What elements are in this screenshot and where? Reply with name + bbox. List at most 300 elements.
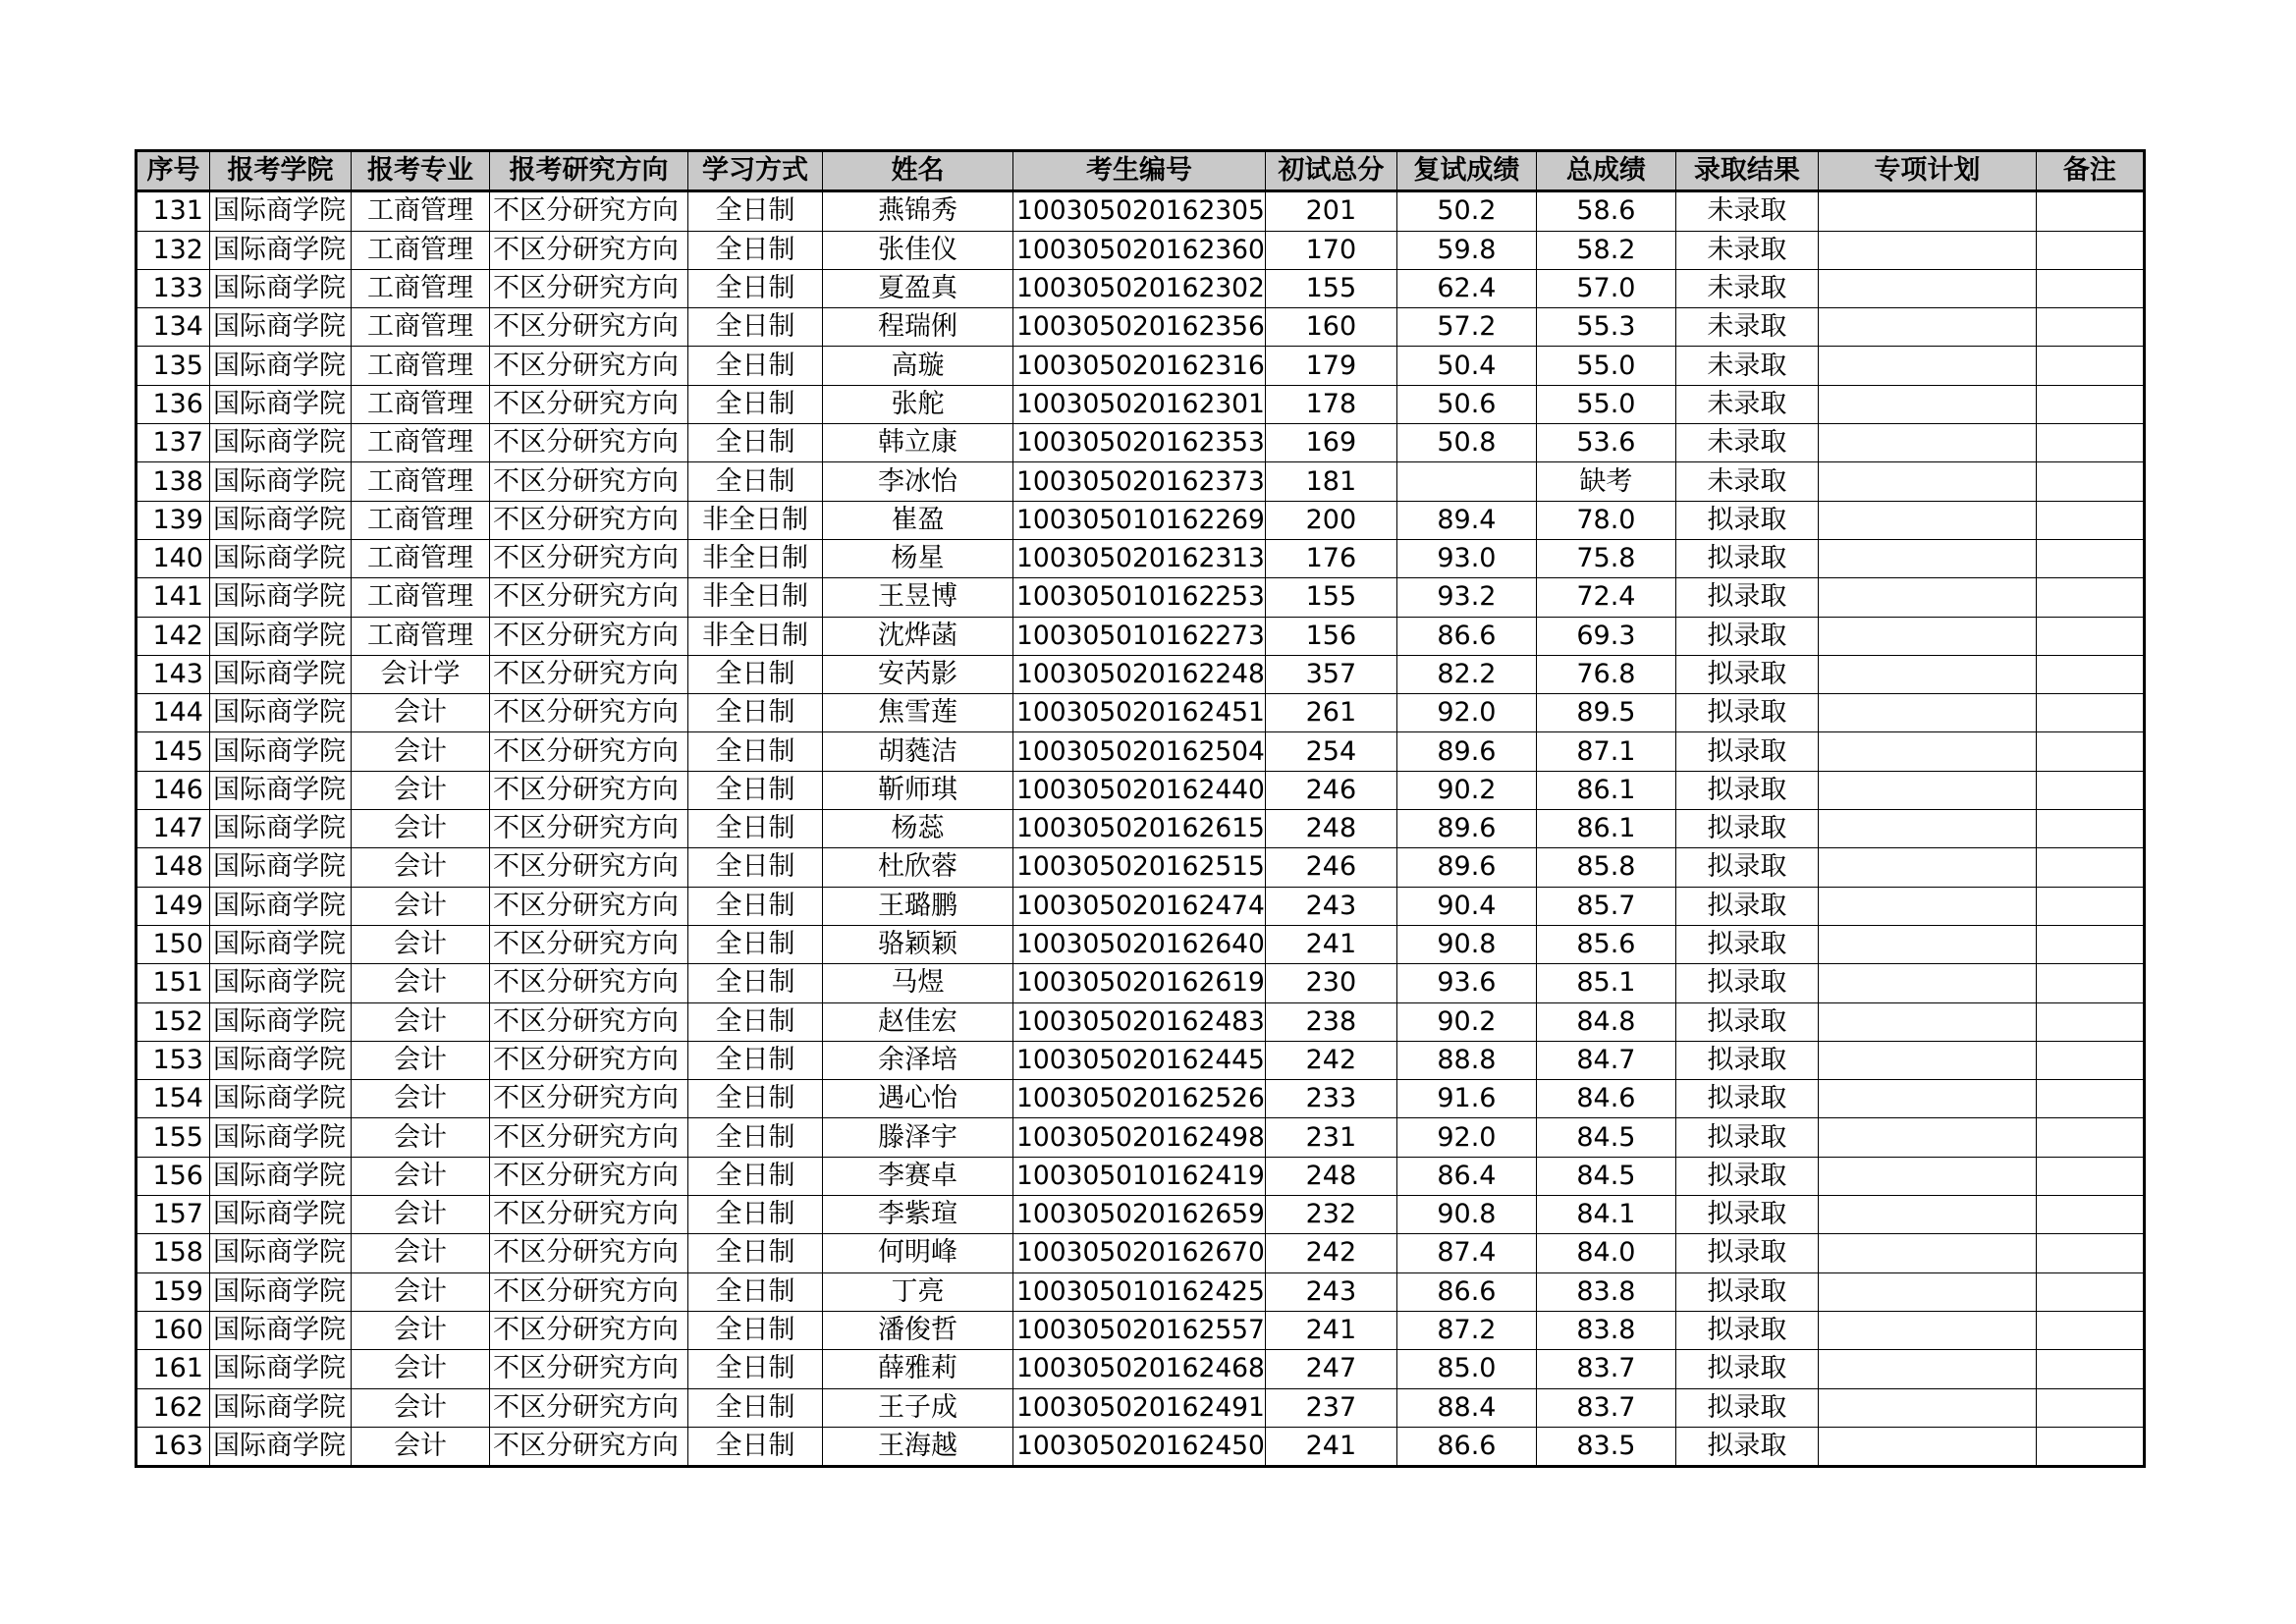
cell-exam-id: 100305020162440 bbox=[1013, 771, 1266, 809]
table-row bbox=[137, 732, 2145, 771]
cell-major: 工商管理 bbox=[352, 269, 490, 307]
cell-total-score: 85.6 bbox=[1536, 925, 1675, 963]
cell-seq: 132 bbox=[137, 231, 210, 269]
cell-seq: 162 bbox=[137, 1388, 210, 1427]
cell-name: 薛雅莉 bbox=[823, 1350, 1013, 1388]
cell-major: 会计 bbox=[352, 848, 490, 887]
cell-remarks bbox=[2036, 694, 2144, 732]
header-name: 姓名 bbox=[823, 151, 1013, 191]
cell-remarks bbox=[2036, 655, 2144, 693]
cell-study-mode: 全日制 bbox=[688, 1080, 823, 1118]
table-row bbox=[137, 424, 2145, 462]
cell-study-mode: 非全日制 bbox=[688, 539, 823, 577]
cell-retest-score: 62.4 bbox=[1396, 269, 1536, 307]
cell-retest-score: 50.4 bbox=[1396, 347, 1536, 385]
cell-seq: 152 bbox=[137, 1002, 210, 1041]
cell-special-plan bbox=[1818, 1311, 2036, 1349]
cell-exam-id: 100305020162305 bbox=[1013, 191, 1266, 231]
cell-retest-score: 89.6 bbox=[1396, 732, 1536, 771]
header-seq: 序号 bbox=[137, 151, 210, 191]
cell-total-score: 85.1 bbox=[1536, 964, 1675, 1002]
cell-college: 国际商学院 bbox=[210, 1157, 352, 1195]
cell-research-direction: 不区分研究方向 bbox=[490, 887, 688, 925]
cell-initial-score: 178 bbox=[1265, 385, 1396, 423]
cell-initial-score: 243 bbox=[1265, 1272, 1396, 1311]
header-row bbox=[137, 151, 2145, 191]
cell-initial-score: 254 bbox=[1265, 732, 1396, 771]
cell-exam-id: 100305010162419 bbox=[1013, 1157, 1266, 1195]
cell-total-score: 83.7 bbox=[1536, 1350, 1675, 1388]
cell-seq: 133 bbox=[137, 269, 210, 307]
cell-total-score: 84.1 bbox=[1536, 1196, 1675, 1234]
cell-admission-result: 未录取 bbox=[1675, 191, 1818, 231]
cell-admission-result: 未录取 bbox=[1675, 231, 1818, 269]
cell-exam-id: 100305020162615 bbox=[1013, 810, 1266, 848]
cell-initial-score: 243 bbox=[1265, 887, 1396, 925]
cell-name: 何明峰 bbox=[823, 1234, 1013, 1272]
cell-study-mode: 全日制 bbox=[688, 887, 823, 925]
cell-research-direction: 不区分研究方向 bbox=[490, 1002, 688, 1041]
cell-initial-score: 237 bbox=[1265, 1388, 1396, 1427]
cell-special-plan bbox=[1818, 462, 2036, 501]
cell-study-mode: 全日制 bbox=[688, 462, 823, 501]
cell-name: 赵佳宏 bbox=[823, 1002, 1013, 1041]
header-special-plan: 专项计划 bbox=[1818, 151, 2036, 191]
cell-college: 国际商学院 bbox=[210, 964, 352, 1002]
cell-retest-score: 86.6 bbox=[1396, 617, 1536, 655]
table-row bbox=[137, 501, 2145, 539]
table-row bbox=[137, 1388, 2145, 1427]
cell-special-plan bbox=[1818, 964, 2036, 1002]
cell-exam-id: 100305020162450 bbox=[1013, 1427, 1266, 1466]
table-row bbox=[137, 1041, 2145, 1079]
cell-study-mode: 全日制 bbox=[688, 1041, 823, 1079]
cell-retest-score: 90.4 bbox=[1396, 887, 1536, 925]
cell-retest-score bbox=[1396, 462, 1536, 501]
table-row bbox=[137, 617, 2145, 655]
cell-exam-id: 100305020162451 bbox=[1013, 694, 1266, 732]
cell-college: 国际商学院 bbox=[210, 694, 352, 732]
cell-research-direction: 不区分研究方向 bbox=[490, 308, 688, 347]
cell-research-direction: 不区分研究方向 bbox=[490, 617, 688, 655]
cell-seq: 160 bbox=[137, 1311, 210, 1349]
cell-special-plan bbox=[1818, 539, 2036, 577]
cell-retest-score: 91.6 bbox=[1396, 1080, 1536, 1118]
cell-study-mode: 全日制 bbox=[688, 308, 823, 347]
cell-research-direction: 不区分研究方向 bbox=[490, 1118, 688, 1157]
cell-study-mode: 全日制 bbox=[688, 1350, 823, 1388]
cell-retest-score: 93.2 bbox=[1396, 578, 1536, 617]
cell-special-plan bbox=[1818, 1118, 2036, 1157]
cell-special-plan bbox=[1818, 1080, 2036, 1118]
table-row bbox=[137, 1080, 2145, 1118]
table-row bbox=[137, 231, 2145, 269]
cell-admission-result: 拟录取 bbox=[1675, 1080, 1818, 1118]
cell-admission-result: 拟录取 bbox=[1675, 578, 1818, 617]
cell-study-mode: 全日制 bbox=[688, 655, 823, 693]
cell-special-plan bbox=[1818, 1041, 2036, 1079]
cell-remarks bbox=[2036, 810, 2144, 848]
cell-research-direction: 不区分研究方向 bbox=[490, 424, 688, 462]
cell-major: 会计 bbox=[352, 1427, 490, 1466]
cell-remarks bbox=[2036, 964, 2144, 1002]
cell-seq: 155 bbox=[137, 1118, 210, 1157]
table-row bbox=[137, 539, 2145, 577]
table-row bbox=[137, 462, 2145, 501]
cell-retest-score: 93.0 bbox=[1396, 539, 1536, 577]
cell-retest-score: 86.6 bbox=[1396, 1427, 1536, 1466]
cell-exam-id: 100305020162302 bbox=[1013, 269, 1266, 307]
cell-exam-id: 100305010162273 bbox=[1013, 617, 1266, 655]
cell-initial-score: 246 bbox=[1265, 848, 1396, 887]
cell-initial-score: 155 bbox=[1265, 269, 1396, 307]
cell-seq: 150 bbox=[137, 925, 210, 963]
cell-study-mode: 非全日制 bbox=[688, 578, 823, 617]
cell-major: 会计 bbox=[352, 1388, 490, 1427]
cell-research-direction: 不区分研究方向 bbox=[490, 1311, 688, 1349]
cell-name: 余泽培 bbox=[823, 1041, 1013, 1079]
cell-major: 工商管理 bbox=[352, 347, 490, 385]
cell-major: 会计 bbox=[352, 964, 490, 1002]
cell-special-plan bbox=[1818, 424, 2036, 462]
header-exam-id: 考生编号 bbox=[1013, 151, 1266, 191]
cell-major: 会计 bbox=[352, 1196, 490, 1234]
cell-seq: 137 bbox=[137, 424, 210, 462]
cell-total-score: 78.0 bbox=[1536, 501, 1675, 539]
cell-initial-score: 357 bbox=[1265, 655, 1396, 693]
cell-remarks bbox=[2036, 1427, 2144, 1466]
table-row bbox=[137, 347, 2145, 385]
cell-major: 工商管理 bbox=[352, 308, 490, 347]
table-row bbox=[137, 655, 2145, 693]
cell-retest-score: 89.6 bbox=[1396, 810, 1536, 848]
cell-special-plan bbox=[1818, 1427, 2036, 1466]
cell-major: 工商管理 bbox=[352, 501, 490, 539]
cell-admission-result: 拟录取 bbox=[1675, 539, 1818, 577]
cell-admission-result: 拟录取 bbox=[1675, 925, 1818, 963]
cell-remarks bbox=[2036, 1196, 2144, 1234]
cell-total-score: 84.6 bbox=[1536, 1080, 1675, 1118]
cell-major: 会计 bbox=[352, 887, 490, 925]
cell-total-score: 86.1 bbox=[1536, 810, 1675, 848]
cell-major: 工商管理 bbox=[352, 539, 490, 577]
cell-admission-result: 拟录取 bbox=[1675, 694, 1818, 732]
cell-name: 王昱博 bbox=[823, 578, 1013, 617]
header-remarks: 备注 bbox=[2036, 151, 2144, 191]
cell-research-direction: 不区分研究方向 bbox=[490, 810, 688, 848]
table-row bbox=[137, 1311, 2145, 1349]
cell-initial-score: 181 bbox=[1265, 462, 1396, 501]
cell-total-score: 84.5 bbox=[1536, 1157, 1675, 1195]
cell-admission-result: 拟录取 bbox=[1675, 732, 1818, 771]
cell-college: 国际商学院 bbox=[210, 810, 352, 848]
cell-special-plan bbox=[1818, 1196, 2036, 1234]
cell-seq: 141 bbox=[137, 578, 210, 617]
cell-major: 会计 bbox=[352, 810, 490, 848]
cell-seq: 145 bbox=[137, 732, 210, 771]
cell-college: 国际商学院 bbox=[210, 424, 352, 462]
cell-retest-score: 87.2 bbox=[1396, 1311, 1536, 1349]
cell-initial-score: 248 bbox=[1265, 810, 1396, 848]
cell-initial-score: 160 bbox=[1265, 308, 1396, 347]
table-row bbox=[137, 308, 2145, 347]
cell-college: 国际商学院 bbox=[210, 308, 352, 347]
cell-seq: 159 bbox=[137, 1272, 210, 1311]
cell-retest-score: 89.6 bbox=[1396, 848, 1536, 887]
cell-total-score: 58.2 bbox=[1536, 231, 1675, 269]
cell-name: 马煜 bbox=[823, 964, 1013, 1002]
cell-name: 王海越 bbox=[823, 1427, 1013, 1466]
cell-special-plan bbox=[1818, 1350, 2036, 1388]
cell-exam-id: 100305020162468 bbox=[1013, 1350, 1266, 1388]
cell-study-mode: 全日制 bbox=[688, 1427, 823, 1466]
cell-retest-score: 85.0 bbox=[1396, 1350, 1536, 1388]
cell-study-mode: 全日制 bbox=[688, 964, 823, 1002]
cell-total-score: 53.6 bbox=[1536, 424, 1675, 462]
cell-research-direction: 不区分研究方向 bbox=[490, 1196, 688, 1234]
cell-remarks bbox=[2036, 1157, 2144, 1195]
cell-initial-score: 179 bbox=[1265, 347, 1396, 385]
cell-name: 李赛卓 bbox=[823, 1157, 1013, 1195]
cell-seq: 135 bbox=[137, 347, 210, 385]
cell-retest-score: 50.2 bbox=[1396, 191, 1536, 231]
cell-college: 国际商学院 bbox=[210, 231, 352, 269]
cell-research-direction: 不区分研究方向 bbox=[490, 269, 688, 307]
cell-seq: 149 bbox=[137, 887, 210, 925]
cell-total-score: 84.0 bbox=[1536, 1234, 1675, 1272]
cell-exam-id: 100305020162504 bbox=[1013, 732, 1266, 771]
header-initial-score: 初试总分 bbox=[1265, 151, 1396, 191]
cell-major: 工商管理 bbox=[352, 617, 490, 655]
table-row bbox=[137, 964, 2145, 1002]
cell-initial-score: 242 bbox=[1265, 1041, 1396, 1079]
cell-exam-id: 100305020162360 bbox=[1013, 231, 1266, 269]
cell-name: 遇心怡 bbox=[823, 1080, 1013, 1118]
cell-name: 滕泽宇 bbox=[823, 1118, 1013, 1157]
cell-total-score: 76.8 bbox=[1536, 655, 1675, 693]
cell-exam-id: 100305020162619 bbox=[1013, 964, 1266, 1002]
cell-name: 靳师琪 bbox=[823, 771, 1013, 809]
cell-college: 国际商学院 bbox=[210, 191, 352, 231]
cell-exam-id: 100305010162269 bbox=[1013, 501, 1266, 539]
cell-retest-score: 90.8 bbox=[1396, 925, 1536, 963]
cell-retest-score: 88.4 bbox=[1396, 1388, 1536, 1427]
cell-study-mode: 全日制 bbox=[688, 694, 823, 732]
cell-exam-id: 100305020162445 bbox=[1013, 1041, 1266, 1079]
cell-major: 会计学 bbox=[352, 655, 490, 693]
cell-total-score: 89.5 bbox=[1536, 694, 1675, 732]
table-row bbox=[137, 1350, 2145, 1388]
cell-retest-score: 50.6 bbox=[1396, 385, 1536, 423]
cell-initial-score: 201 bbox=[1265, 191, 1396, 231]
cell-study-mode: 全日制 bbox=[688, 1118, 823, 1157]
cell-study-mode: 全日制 bbox=[688, 1272, 823, 1311]
cell-college: 国际商学院 bbox=[210, 1080, 352, 1118]
cell-remarks bbox=[2036, 539, 2144, 577]
cell-research-direction: 不区分研究方向 bbox=[490, 848, 688, 887]
cell-seq: 139 bbox=[137, 501, 210, 539]
cell-seq: 157 bbox=[137, 1196, 210, 1234]
cell-research-direction: 不区分研究方向 bbox=[490, 964, 688, 1002]
cell-seq: 138 bbox=[137, 462, 210, 501]
cell-exam-id: 100305020162659 bbox=[1013, 1196, 1266, 1234]
cell-college: 国际商学院 bbox=[210, 732, 352, 771]
cell-total-score: 55.0 bbox=[1536, 385, 1675, 423]
cell-college: 国际商学院 bbox=[210, 385, 352, 423]
table-row bbox=[137, 191, 2145, 231]
cell-seq: 147 bbox=[137, 810, 210, 848]
cell-college: 国际商学院 bbox=[210, 1234, 352, 1272]
cell-major: 会计 bbox=[352, 925, 490, 963]
cell-name: 张佳仪 bbox=[823, 231, 1013, 269]
cell-admission-result: 拟录取 bbox=[1675, 1196, 1818, 1234]
table-row bbox=[137, 1427, 2145, 1466]
cell-initial-score: 176 bbox=[1265, 539, 1396, 577]
cell-exam-id: 100305020162526 bbox=[1013, 1080, 1266, 1118]
cell-name: 杜欣蓉 bbox=[823, 848, 1013, 887]
cell-major: 会计 bbox=[352, 1157, 490, 1195]
cell-retest-score: 86.4 bbox=[1396, 1157, 1536, 1195]
cell-admission-result: 拟录取 bbox=[1675, 1118, 1818, 1157]
cell-major: 工商管理 bbox=[352, 231, 490, 269]
cell-major: 会计 bbox=[352, 1272, 490, 1311]
cell-remarks bbox=[2036, 1002, 2144, 1041]
header-total-score: 总成绩 bbox=[1536, 151, 1675, 191]
header-college: 报考学院 bbox=[210, 151, 352, 191]
table-row bbox=[137, 269, 2145, 307]
cell-major: 会计 bbox=[352, 1080, 490, 1118]
cell-total-score: 83.8 bbox=[1536, 1272, 1675, 1311]
cell-research-direction: 不区分研究方向 bbox=[490, 732, 688, 771]
cell-total-score: 83.5 bbox=[1536, 1427, 1675, 1466]
cell-college: 国际商学院 bbox=[210, 1427, 352, 1466]
cell-remarks bbox=[2036, 848, 2144, 887]
cell-retest-score: 59.8 bbox=[1396, 231, 1536, 269]
cell-research-direction: 不区分研究方向 bbox=[490, 1234, 688, 1272]
cell-admission-result: 未录取 bbox=[1675, 308, 1818, 347]
cell-research-direction: 不区分研究方向 bbox=[490, 539, 688, 577]
cell-college: 国际商学院 bbox=[210, 887, 352, 925]
cell-remarks bbox=[2036, 269, 2144, 307]
cell-retest-score: 89.4 bbox=[1396, 501, 1536, 539]
cell-initial-score: 232 bbox=[1265, 1196, 1396, 1234]
cell-total-score: 86.1 bbox=[1536, 771, 1675, 809]
cell-major: 工商管理 bbox=[352, 462, 490, 501]
cell-total-score: 84.5 bbox=[1536, 1118, 1675, 1157]
table-row bbox=[137, 887, 2145, 925]
cell-initial-score: 248 bbox=[1265, 1157, 1396, 1195]
cell-retest-score: 57.2 bbox=[1396, 308, 1536, 347]
cell-research-direction: 不区分研究方向 bbox=[490, 1272, 688, 1311]
cell-admission-result: 拟录取 bbox=[1675, 501, 1818, 539]
cell-name: 丁亮 bbox=[823, 1272, 1013, 1311]
table-row bbox=[137, 848, 2145, 887]
cell-admission-result: 拟录取 bbox=[1675, 964, 1818, 1002]
cell-remarks bbox=[2036, 501, 2144, 539]
cell-special-plan bbox=[1818, 1157, 2036, 1195]
cell-major: 会计 bbox=[352, 1234, 490, 1272]
cell-initial-score: 242 bbox=[1265, 1234, 1396, 1272]
cell-study-mode: 全日制 bbox=[688, 732, 823, 771]
cell-special-plan bbox=[1818, 308, 2036, 347]
cell-special-plan bbox=[1818, 771, 2036, 809]
cell-special-plan bbox=[1818, 655, 2036, 693]
cell-retest-score: 82.2 bbox=[1396, 655, 1536, 693]
cell-research-direction: 不区分研究方向 bbox=[490, 655, 688, 693]
cell-total-score: 57.0 bbox=[1536, 269, 1675, 307]
table-row bbox=[137, 771, 2145, 809]
cell-initial-score: 238 bbox=[1265, 1002, 1396, 1041]
cell-college: 国际商学院 bbox=[210, 1311, 352, 1349]
cell-major: 工商管理 bbox=[352, 424, 490, 462]
cell-study-mode: 非全日制 bbox=[688, 617, 823, 655]
cell-admission-result: 拟录取 bbox=[1675, 617, 1818, 655]
cell-admission-result: 拟录取 bbox=[1675, 1311, 1818, 1349]
cell-seq: 158 bbox=[137, 1234, 210, 1272]
cell-special-plan bbox=[1818, 848, 2036, 887]
header-admission-result: 录取结果 bbox=[1675, 151, 1818, 191]
cell-major: 工商管理 bbox=[352, 578, 490, 617]
cell-seq: 161 bbox=[137, 1350, 210, 1388]
cell-remarks bbox=[2036, 1080, 2144, 1118]
cell-research-direction: 不区分研究方向 bbox=[490, 231, 688, 269]
cell-major: 会计 bbox=[352, 1350, 490, 1388]
cell-total-score: 75.8 bbox=[1536, 539, 1675, 577]
cell-initial-score: 169 bbox=[1265, 424, 1396, 462]
cell-exam-id: 100305010162253 bbox=[1013, 578, 1266, 617]
cell-initial-score: 156 bbox=[1265, 617, 1396, 655]
cell-initial-score: 231 bbox=[1265, 1118, 1396, 1157]
cell-special-plan bbox=[1818, 1388, 2036, 1427]
cell-name: 潘俊哲 bbox=[823, 1311, 1013, 1349]
table-row bbox=[137, 578, 2145, 617]
cell-research-direction: 不区分研究方向 bbox=[490, 462, 688, 501]
cell-special-plan bbox=[1818, 694, 2036, 732]
cell-seq: 143 bbox=[137, 655, 210, 693]
cell-admission-result: 拟录取 bbox=[1675, 1041, 1818, 1079]
cell-name: 安芮影 bbox=[823, 655, 1013, 693]
cell-retest-score: 92.0 bbox=[1396, 694, 1536, 732]
cell-research-direction: 不区分研究方向 bbox=[490, 694, 688, 732]
cell-exam-id: 100305020162373 bbox=[1013, 462, 1266, 501]
cell-admission-result: 拟录取 bbox=[1675, 848, 1818, 887]
cell-study-mode: 全日制 bbox=[688, 191, 823, 231]
cell-total-score: 87.1 bbox=[1536, 732, 1675, 771]
table-row bbox=[137, 810, 2145, 848]
cell-college: 国际商学院 bbox=[210, 539, 352, 577]
cell-admission-result: 拟录取 bbox=[1675, 887, 1818, 925]
table-body bbox=[137, 191, 2145, 1467]
cell-exam-id: 100305020162640 bbox=[1013, 925, 1266, 963]
cell-total-score: 85.7 bbox=[1536, 887, 1675, 925]
cell-initial-score: 261 bbox=[1265, 694, 1396, 732]
cell-admission-result: 拟录取 bbox=[1675, 810, 1818, 848]
cell-total-score: 83.7 bbox=[1536, 1388, 1675, 1427]
cell-initial-score: 241 bbox=[1265, 925, 1396, 963]
cell-special-plan bbox=[1818, 501, 2036, 539]
cell-retest-score: 90.2 bbox=[1396, 771, 1536, 809]
cell-seq: 142 bbox=[137, 617, 210, 655]
cell-initial-score: 200 bbox=[1265, 501, 1396, 539]
cell-college: 国际商学院 bbox=[210, 462, 352, 501]
cell-name: 骆颖颖 bbox=[823, 925, 1013, 963]
cell-college: 国际商学院 bbox=[210, 578, 352, 617]
cell-study-mode: 全日制 bbox=[688, 1234, 823, 1272]
cell-special-plan bbox=[1818, 347, 2036, 385]
cell-study-mode: 全日制 bbox=[688, 1002, 823, 1041]
table-row bbox=[137, 1196, 2145, 1234]
cell-remarks bbox=[2036, 191, 2144, 231]
